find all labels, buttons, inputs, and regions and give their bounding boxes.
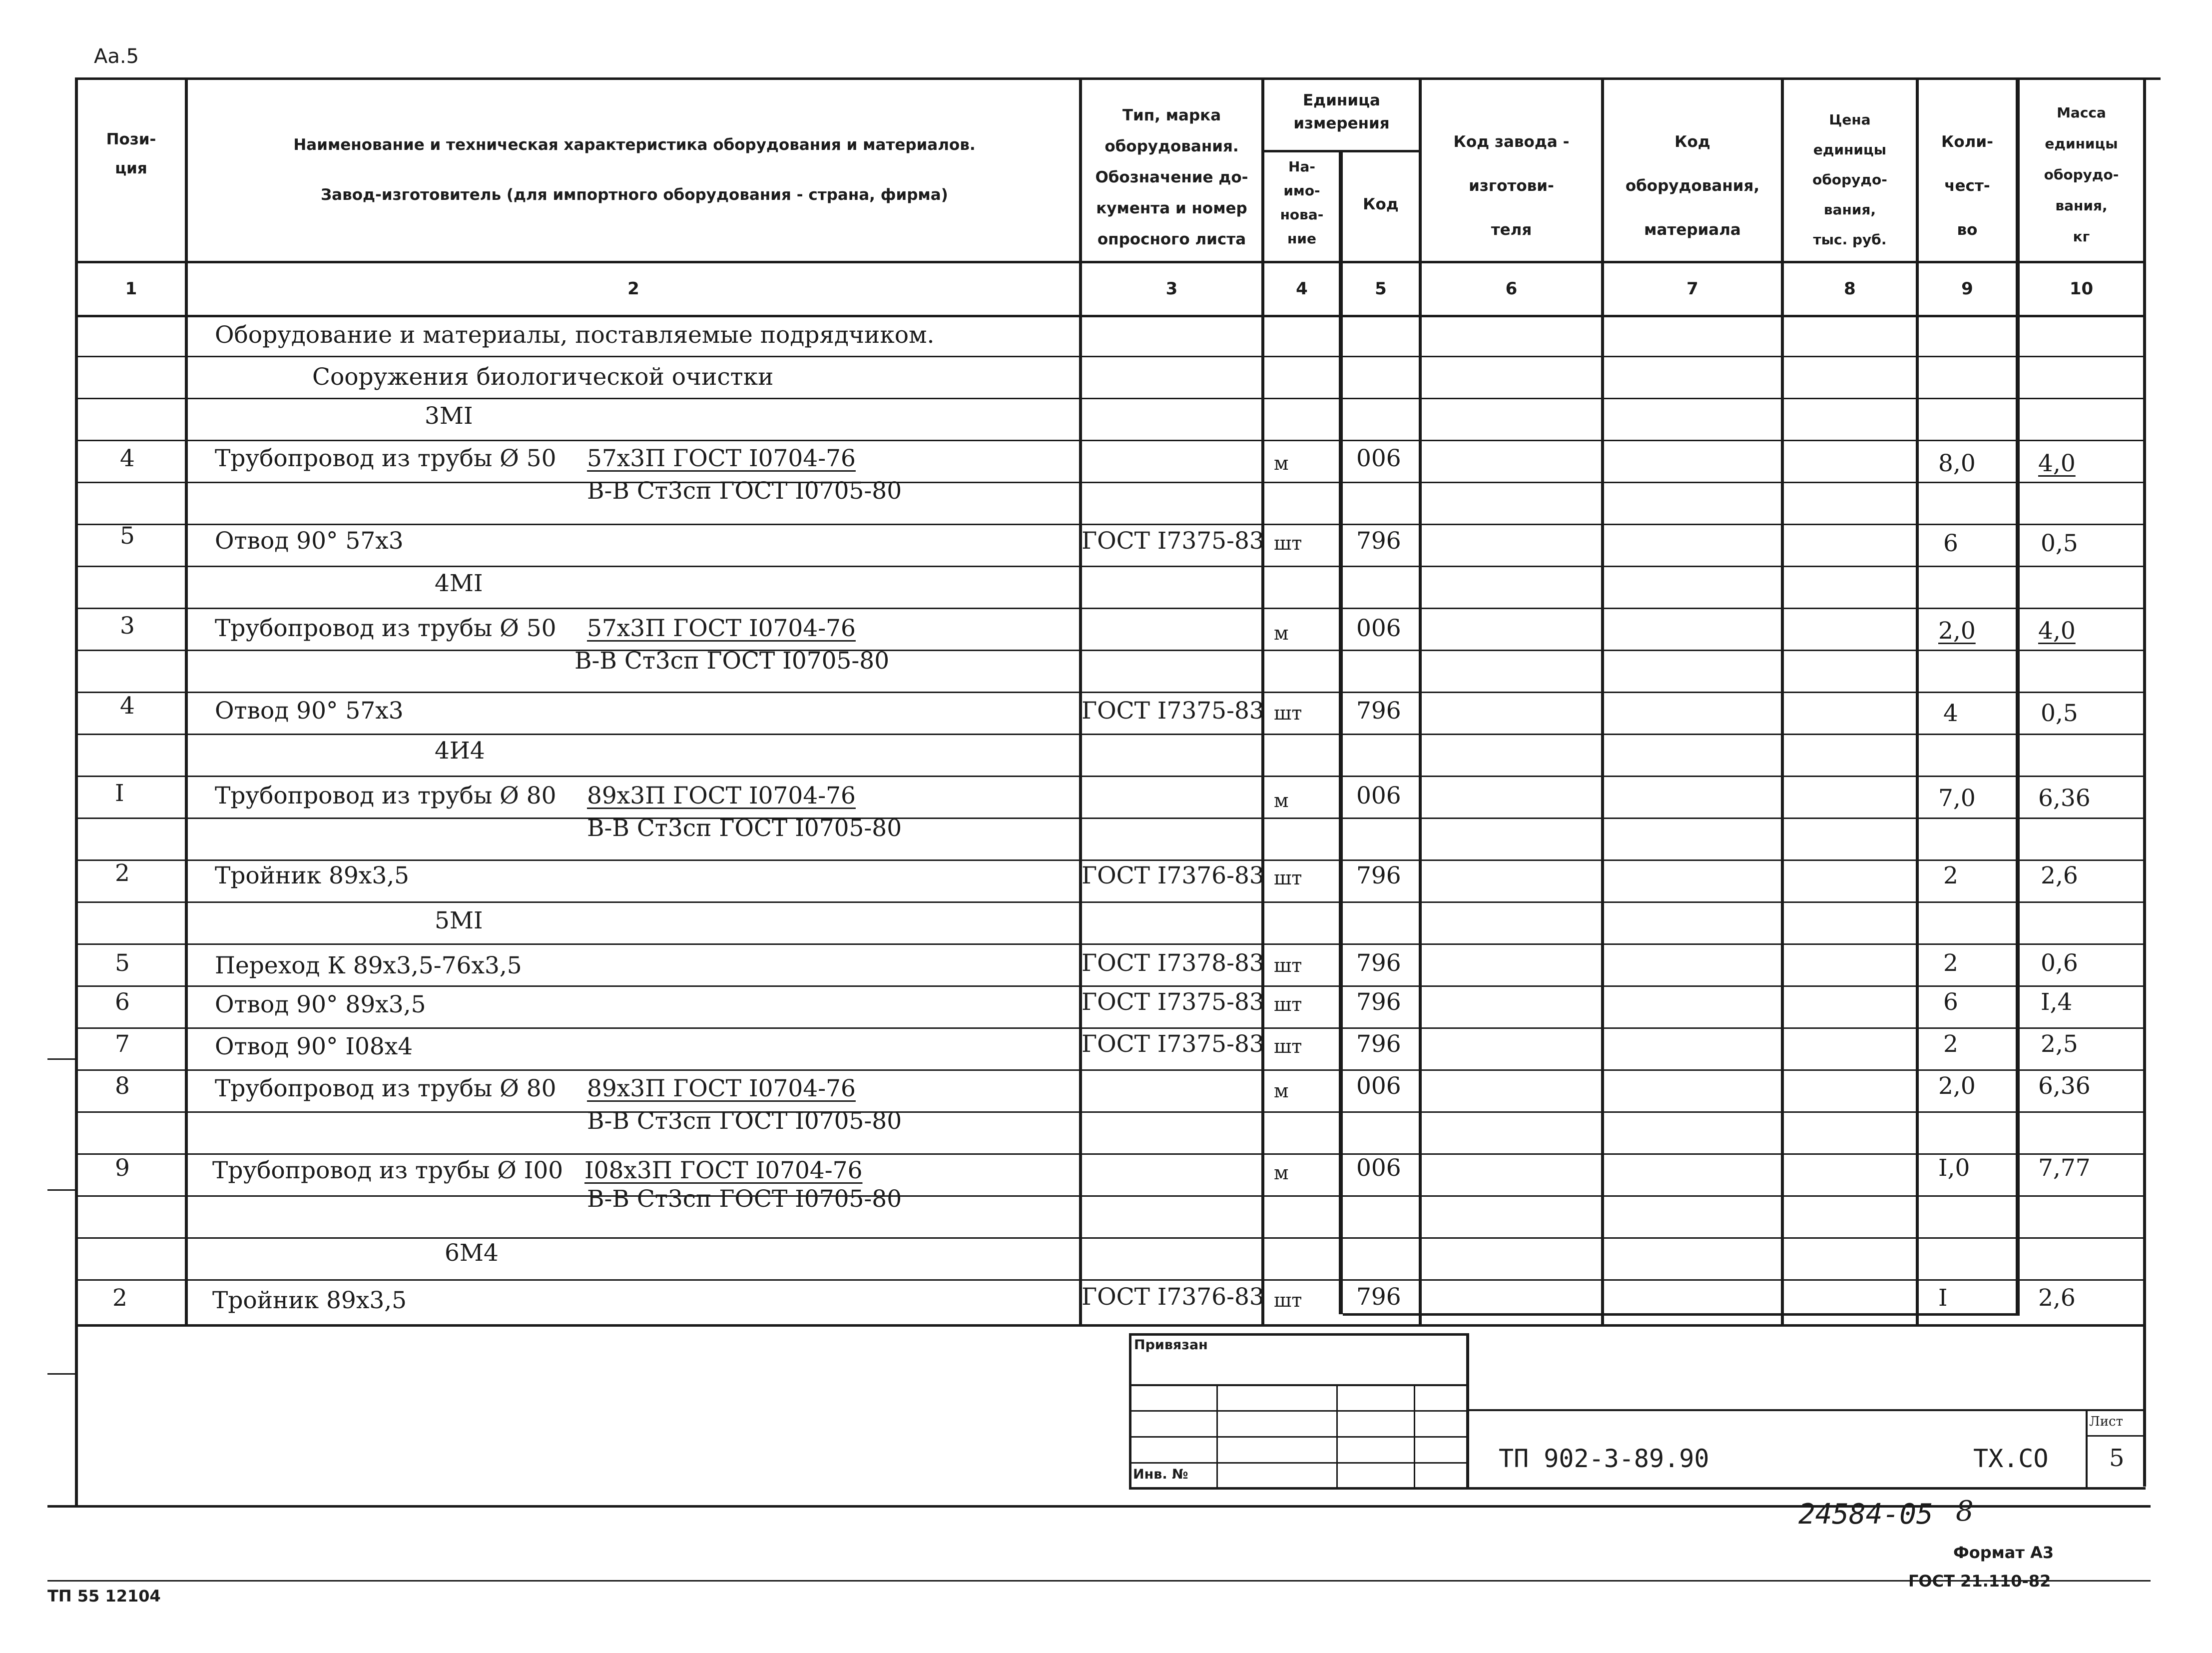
row-name: Отвод 90° I08х4	[215, 1033, 413, 1060]
row-pos: 2	[112, 1284, 127, 1312]
row-unit: шт	[1274, 993, 1302, 1015]
row-pos: 5	[115, 949, 130, 977]
row-code: 796	[1356, 988, 1401, 1016]
row-code: 796	[1356, 949, 1401, 977]
row-mass: 4,0	[2038, 617, 2076, 645]
row-unit: шт	[1274, 532, 1302, 554]
row-unit: м	[1274, 790, 1289, 812]
row-doc: ГОСТ I7376-83	[1082, 862, 1264, 889]
col-num-2: 2	[627, 279, 639, 299]
row-name: Трубопровод из трубы Ø I00	[212, 1157, 563, 1184]
row-pos: 2	[115, 859, 130, 887]
header-mass: Масса единицы оборудо- вания, кг	[2044, 104, 2119, 245]
row-unit: м	[1274, 452, 1289, 474]
header-unit-code: Код	[1363, 195, 1399, 213]
row-mass: 0,6	[2041, 949, 2078, 977]
row-qty: 2	[1943, 1030, 1958, 1058]
col-num-8: 8	[1844, 279, 1856, 299]
group-6m4: 6М4	[445, 1239, 499, 1267]
row-mass: 2,5	[2041, 1030, 2078, 1058]
row-doc: ГОСТ I7375-83	[1082, 988, 1264, 1016]
row-qty: 2,0	[1938, 1072, 1976, 1100]
row-qty: I,0	[1938, 1154, 1970, 1182]
format-label: Формат А3	[1953, 1543, 2054, 1562]
footer-left: ТП 55 12104	[47, 1587, 161, 1606]
section-subtitle: Сооружения биологической очистки	[312, 363, 774, 391]
row-qty: 8,0	[1938, 450, 1976, 477]
row-spec: 57х3П ГОСТ I0704-76	[587, 615, 856, 642]
row-doc: ГОСТ I7378-83	[1082, 949, 1264, 977]
row-pos: I	[115, 780, 124, 807]
row-code: 006	[1356, 1154, 1401, 1182]
row-qty: 2,0	[1938, 617, 1976, 645]
col-num-5: 5	[1375, 279, 1387, 299]
row-unit: шт	[1274, 954, 1302, 976]
row-qty: 2	[1943, 862, 1958, 889]
handwritten-mark: 8	[1956, 1495, 1974, 1528]
header-position: Пози- ция	[106, 130, 156, 177]
doc-section: ТХ.СО	[1973, 1444, 2049, 1473]
row-pos: 7	[115, 1030, 130, 1058]
group-4mi: 4МI	[435, 570, 483, 597]
header-type: Тип, марка оборудования. Обозначение до- кумента и номер опросного листа	[1095, 106, 1248, 248]
row-code: 006	[1356, 445, 1401, 472]
row-doc: ГОСТ I7375-83	[1082, 527, 1264, 555]
row-spec2: В-В Ст3сп ГОСТ I0705-80	[587, 815, 902, 842]
row-mass: 6,36	[2038, 1072, 2091, 1100]
row-name: Отвод 90° 57х3	[215, 697, 404, 725]
row-mass: 2,6	[2038, 1284, 2076, 1312]
header-unit: Единица измерения	[1293, 91, 1390, 132]
row-code: 006	[1356, 782, 1401, 810]
row-name: Переход К 89х3,5-76х3,5	[215, 952, 522, 979]
row-doc: ГОСТ I7376-83	[1082, 1283, 1264, 1311]
row-doc: ГОСТ I7375-83	[1082, 697, 1264, 725]
row-name: Тройник 89х3,5	[215, 862, 410, 889]
group-5mi: 5МI	[435, 907, 483, 934]
row-spec: 89х3П ГОСТ I0704-76	[587, 1075, 856, 1102]
row-mass: I,4	[2041, 988, 2073, 1016]
row-spec2: В-В Ст3сп ГОСТ I0705-80	[574, 647, 890, 675]
row-qty: 6	[1943, 988, 1958, 1016]
row-unit: м	[1274, 1080, 1289, 1102]
header-name: Наименование и техническая характеристика оборудования и материалов. Завод-изготовитель (для импортного оборудования - страна, фирма)	[293, 136, 976, 204]
row-name: Тройник 89х3,5	[212, 1287, 407, 1314]
row-qty: 6	[1943, 530, 1958, 557]
section-title: Оборудование и материалы, поставляемые подрядчиком.	[215, 321, 935, 349]
row-mass: 0,5	[2041, 700, 2078, 727]
row-spec: I08х3П ГОСТ I0704-76	[584, 1157, 863, 1184]
row-spec: 57х3П ГОСТ I0704-76	[587, 445, 856, 472]
col-num-4: 4	[1296, 279, 1308, 299]
group-3mi: 3МI	[425, 402, 473, 430]
row-pos: 9	[115, 1154, 130, 1182]
row-spec: 89х3П ГОСТ I0704-76	[587, 782, 856, 810]
sheet-number: 5	[2109, 1444, 2125, 1472]
group-4i4: 4И4	[435, 737, 485, 765]
col-num-6: 6	[1505, 279, 1518, 299]
row-unit: м	[1274, 622, 1289, 644]
row-name: Трубопровод из трубы Ø 50	[215, 615, 556, 642]
row-unit: шт	[1274, 1289, 1302, 1311]
header-price: Цена единицы оборудо- вания, тыс. руб.	[1812, 111, 1887, 248]
row-qty: 2	[1943, 949, 1958, 977]
col-num-3: 3	[1165, 279, 1178, 299]
col-num-7: 7	[1686, 279, 1698, 299]
row-unit: шт	[1274, 867, 1302, 889]
row-code: 796	[1356, 527, 1401, 555]
row-pos: 6	[115, 988, 130, 1016]
row-mass: 7,77	[2038, 1154, 2091, 1182]
sheet-label: Лист	[2089, 1414, 2123, 1429]
doc-code: ТП 902-3-89.90	[1499, 1444, 1709, 1473]
handwritten-number: 24584-05	[1798, 1498, 1933, 1531]
row-spec2: В-В Ст3сп ГОСТ I0705-80	[587, 1185, 902, 1213]
row-code: 796	[1356, 697, 1401, 725]
row-qty: 4	[1943, 700, 1958, 727]
row-pos: 4	[120, 692, 135, 720]
row-name: Отвод 90° 89х3,5	[215, 991, 426, 1018]
header-unit-name: На- имо- нова- ние	[1280, 158, 1324, 247]
row-name: Трубопровод из трубы Ø 50	[215, 445, 556, 472]
row-code: 796	[1356, 1283, 1401, 1311]
header-plant: Код завода - изготови- теля	[1453, 133, 1570, 239]
row-pos: 3	[120, 612, 135, 640]
row-name: Трубопровод из трубы Ø 80	[215, 1075, 556, 1102]
stamp-privyazan: Привязан	[1134, 1337, 1208, 1353]
col-num-10: 10	[2069, 279, 2094, 299]
row-code: 796	[1356, 862, 1401, 889]
row-spec2: В-В Ст3сп ГОСТ I0705-80	[587, 1107, 902, 1135]
row-code: 006	[1356, 1072, 1401, 1100]
stamp-inv: Инв. №	[1133, 1467, 1188, 1482]
row-unit: шт	[1274, 702, 1302, 724]
col-num-9: 9	[1961, 279, 1973, 299]
header-code: Код оборудования, материала	[1625, 133, 1760, 239]
row-pos: 8	[115, 1072, 130, 1100]
row-spec2: В-В Ст3сп ГОСТ I0705-80	[587, 477, 902, 505]
row-qty: 7,0	[1938, 785, 1976, 812]
gost-label: ГОСТ 21.110-82	[1908, 1572, 2051, 1591]
row-doc: ГОСТ I7375-83	[1082, 1030, 1264, 1058]
row-unit: м	[1274, 1162, 1289, 1184]
row-unit: шт	[1274, 1035, 1302, 1057]
row-name: Отвод 90° 57х3	[215, 527, 404, 555]
col-num-1: 1	[125, 279, 137, 299]
row-qty: I	[1938, 1284, 1948, 1312]
row-name: Трубопровод из трубы Ø 80	[215, 782, 556, 810]
row-mass: 0,5	[2041, 530, 2078, 557]
row-mass: 6,36	[2038, 785, 2091, 812]
row-code: 796	[1356, 1030, 1401, 1058]
row-code: 006	[1356, 615, 1401, 642]
corner-label: Аа.5	[94, 45, 139, 68]
row-mass: 2,6	[2041, 862, 2078, 889]
row-pos: 4	[120, 445, 135, 472]
header-qty: Коли- чест- во	[1941, 133, 1993, 239]
row-mass: 4,0	[2038, 450, 2076, 477]
row-pos: 5	[120, 522, 135, 550]
